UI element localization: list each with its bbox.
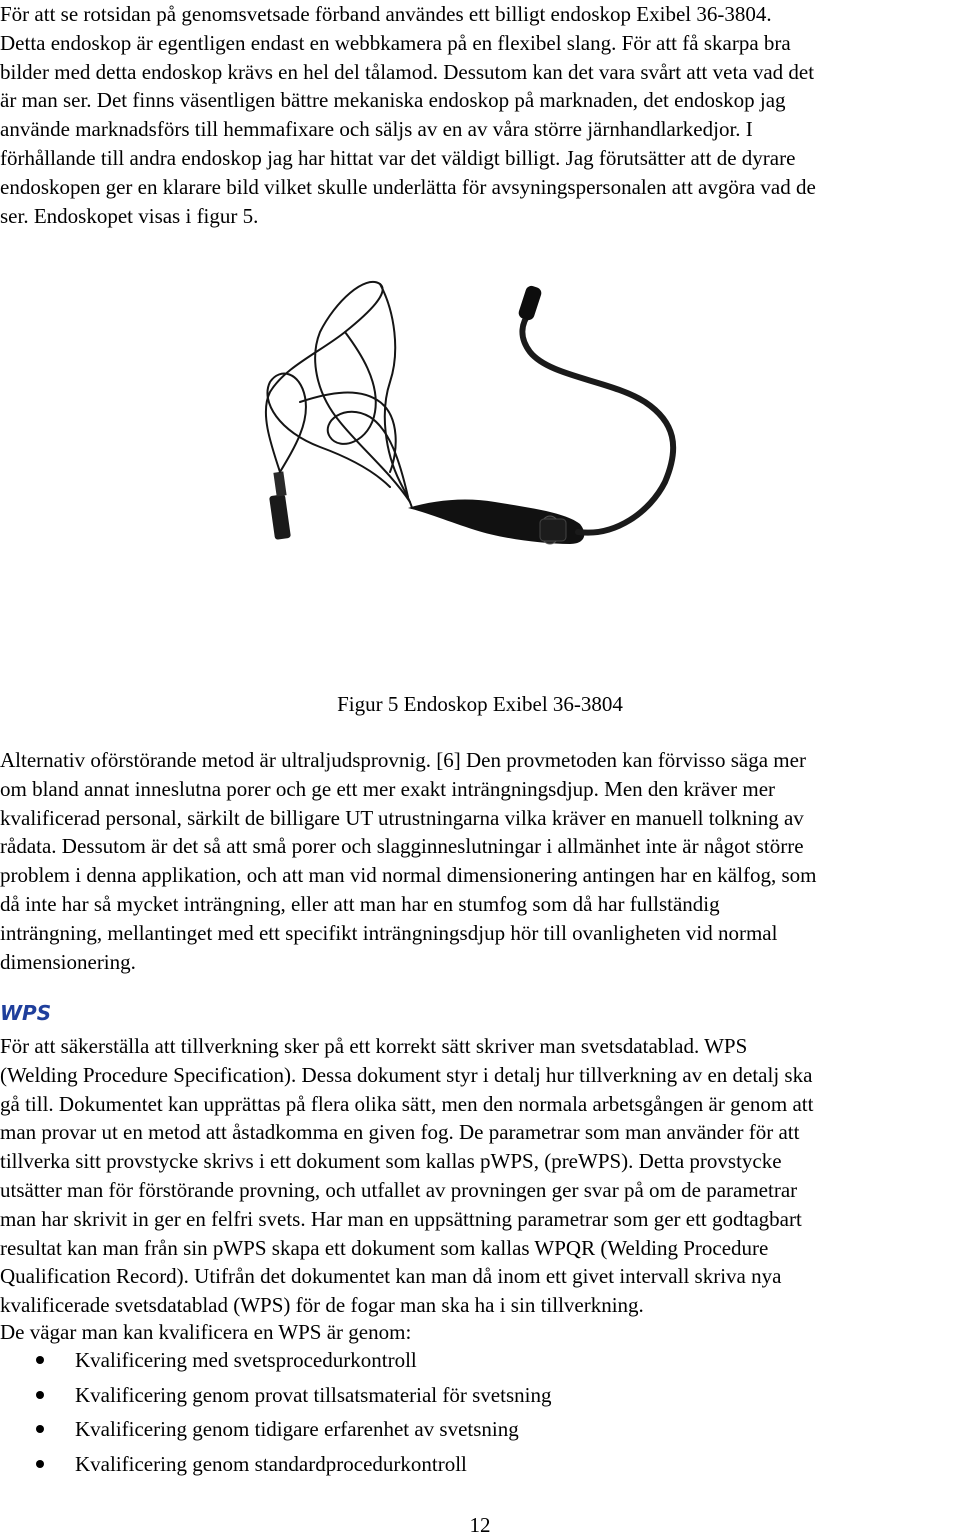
bullet-icon [36,1356,44,1364]
text-line: kvalificerad personal, särkilt de billigare UT utrustningarna vilka kräver en manuell tolkning av [0,805,804,830]
text-line: kvalificerade svetsdatablad (WPS) för de fogar man ska ha i sin tillverkning. [0,1293,644,1318]
paragraph-endoscope [0,0,960,230]
list-item [0,1415,960,1450]
text-line: resultat kan man från sin pWPS skapa ett dokument som kallas WPQR (Welding Procedure [0,1235,769,1260]
text-line: är man ser. Det finns väsentligen bättre mekaniska endoskop på marknaden, det endoskop jag [0,88,786,113]
section-heading-wps: WPS [0,1001,52,1025]
paragraph-ultrasound [0,746,960,976]
text-line: gå till. Dokumentet kan upprättas på flera olika sätt, men den normala arbetsgången är genom att [0,1091,814,1116]
figure-caption: Figur 5 Endoskop Exibel 36-3804 [337,692,623,716]
text-line: Alternativ oförstörande metod är ultraljudsprovnig. [6] Den provmetoden kan förvisso säga mer [0,748,806,772]
camera-tip [517,284,543,321]
endoscope-photo [240,272,690,612]
qualification-list [0,1346,960,1484]
list-item-text: Kvalificering med svetsprocedurkontroll [75,1348,417,1372]
text-line: De vägar man kan kvalificera en WPS är genom: [0,1320,412,1344]
list-item [0,1346,960,1381]
gooseneck [522,312,673,533]
cable [266,282,412,508]
text-line: utsätter man för förstörande provning, och utfallet av provningen ger svar på om de parametrar [0,1177,798,1202]
list-item [0,1450,960,1485]
endoscope-handle [408,500,584,544]
text-line: förhållande till andra endoskop jag har hittat var det väldigt billigt. Jag förutsätter att de dyrare [0,145,796,170]
text-line: (Welding Procedure Specification). Dessa dokument styr i detalj hur tillverkning av en detalj ska [0,1062,813,1087]
list-item-text: Kvalificering genom provat tillsatsmaterial för svetsning [75,1382,552,1407]
text-line: då inte har så mycket inträngning, eller att man har en stumfog som då har fullständig [0,891,720,916]
text-line: Detta endoskop är egentligen endast en webbkamera på en flexibel slang. För att få skarpa bra [0,30,791,55]
text-line: ser. Endoskopet visas i figur 5. [0,203,259,228]
page-number: 12 [469,1513,491,1537]
list-item-text: Kvalificering genom tidigare erfarenhet av svetsning [75,1417,519,1441]
text-line: man har skrivit in ger en felfri svets. Har man en uppsättning parametrar som ger ett godtagbart [0,1206,802,1231]
text-line: Qualification Record). Utifrån det dokumentet kan man då inom ett givet intervall skriva nya [0,1264,782,1289]
text-line: använde marknadsförs till hemmafixare och säljs av en av våra större järnhandlarkedjor. I [0,117,753,142]
list-item [0,1381,960,1416]
usb-plug [269,471,291,539]
text-line: problem i denna applikation, och att man vid normal dimensionering antingen har en kälfog, som [0,863,817,888]
bullet-intro [0,1318,960,1347]
text-line: om bland annat inneslutna porer och ge ett mer exakt inträngningsdjup. Men den kräver mer [0,776,776,801]
text-line: endoskopen ger en klarare bild vilket skulle underlätta för avsyningspersonalen att avgöra vad de [0,174,816,199]
paragraph-wps [0,1032,960,1320]
list-item-text: Kvalificering genom standardprocedurkontroll [75,1451,467,1476]
text-line: bilder med detta endoskop krävs en hel del tålamod. Dessutom kan det vara svårt att veta vad det [0,59,815,84]
text-line: tillverka sitt provstycke skrivs i ett dokument som kallas pWPS, (preWPS). Detta provstycke [0,1149,782,1174]
text-line: dimensionering. [0,949,136,974]
text-line: man provar ut en metod att åstadkomma en given fog. De parametrar som man använder för att [0,1120,800,1145]
text-line: För att se rotsidan på genomsvetsade förband användes ett billigt endoskop Exibel 36-3804. [0,2,772,26]
text-line: För att säkerställa att tillverkning sker på ett korrekt sätt skriver man svetsdatablad. WPS [0,1034,748,1058]
text-line: rådata. Dessutom är det så att små porer och slagginneslutningar i allmänhet inte är något större [0,834,804,859]
bullet-icon [36,1425,44,1433]
text-line: inträngning, mellantinget med ett specifikt inträngningsdjup hör till ovanligheten vid normal [0,920,778,945]
bullet-icon [36,1391,44,1399]
bullet-icon [36,1460,44,1468]
